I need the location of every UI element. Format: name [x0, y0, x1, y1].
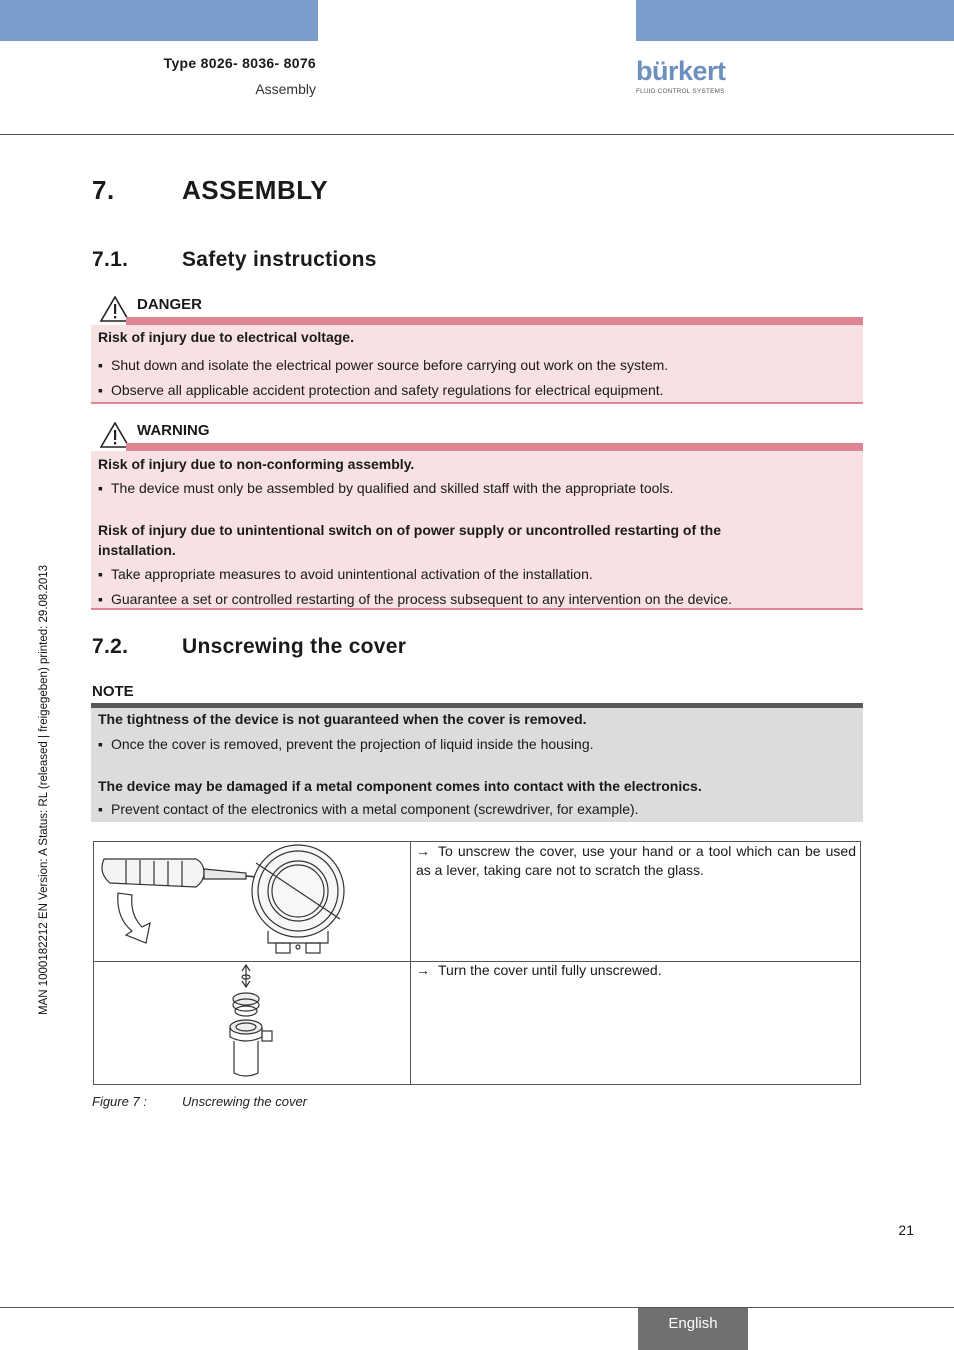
- note-heading-1: The tightness of the device is not guaranteed when the cover is removed.: [98, 711, 587, 727]
- document-type: Type 8026- 8036- 8076: [163, 55, 316, 71]
- section-heading-unscrewing: [92, 635, 406, 659]
- note-bullet-2: [98, 799, 858, 819]
- bullet-text: Shut down and isolate the electrical power source before carrying out work on the system.: [111, 357, 669, 373]
- danger-label: DANGER: [137, 296, 203, 313]
- warning-signal-bar: [126, 443, 863, 451]
- bullet-marker: ▪: [98, 566, 103, 582]
- note-bullet-1: [98, 734, 858, 754]
- document-meta-sidetext: MAN 1000182212 EN Version: A Status: RL (released | freigegeben) printed: 29.08.2013: [38, 564, 50, 1015]
- chapter-number: 7.: [92, 175, 115, 205]
- illustration-turn-cover: [96, 963, 408, 1083]
- arrow-icon: →: [416, 843, 430, 859]
- bullet-marker: ▪: [98, 801, 103, 817]
- danger-bullet-1: [98, 355, 858, 375]
- bullet-text: Prevent contact of the electronics with a metal component (screwdriver, for example).: [111, 801, 639, 817]
- note-heading-2: The device may be damaged if a metal component comes into contact with the electronics.: [98, 778, 702, 794]
- arrow-icon: →: [416, 962, 430, 978]
- step-1-text: To unscrew the cover, use your hand or a tool which can be used as a lever, taking care not to scratch the glass.: [416, 843, 856, 878]
- chapter-heading: [92, 175, 328, 206]
- section-number: 7.1.: [92, 248, 129, 271]
- danger-heading: Risk of injury due to electrical voltage.: [98, 329, 354, 345]
- figure-caption: [92, 1094, 307, 1109]
- caption-label: Figure 7 :: [92, 1094, 147, 1109]
- bullet-text: Take appropriate measures to avoid unintentional activation of the installation.: [111, 566, 593, 582]
- language-tab: English: [638, 1308, 748, 1350]
- warning-label: WARNING: [137, 422, 210, 439]
- footer-rule: [0, 1307, 954, 1308]
- warning-heading-2: Risk of injury due to unintentional switch on of power supply or uncontrolled restarting of the installation.: [98, 522, 722, 558]
- bullet-text: Once the cover is removed, prevent the projection of liquid inside the housing.: [111, 736, 594, 752]
- section-number: 7.2.: [92, 635, 129, 658]
- caption-text: Unscrewing the cover: [182, 1094, 307, 1109]
- bullet-text: Observe all applicable accident protection and safety regulations for electrical equipment.: [111, 382, 664, 398]
- warning-bullet-1: [98, 478, 858, 498]
- section-heading-safety: [92, 248, 377, 272]
- illustration-lever-cover: [96, 843, 408, 959]
- logo-subtitle: FLUID CONTROL SYSTEMS: [636, 88, 725, 95]
- note-label: NOTE: [92, 683, 134, 700]
- bullet-marker: ▪: [98, 357, 103, 373]
- warning-bullet-2: [98, 564, 858, 584]
- figure-table-divider: [410, 841, 411, 1085]
- chapter-title: ASSEMBLY: [182, 175, 329, 205]
- section-title: Safety instructions: [182, 248, 377, 271]
- bullet-marker: ▪: [98, 382, 103, 398]
- header-bar-left: [0, 0, 318, 41]
- burkert-logo: [636, 58, 736, 96]
- warning-bullet-3: [98, 589, 858, 609]
- step-2-text: Turn the cover until fully unscrewed.: [438, 962, 662, 978]
- page-number: 21: [898, 1222, 914, 1238]
- danger-bullet-2: [98, 380, 858, 400]
- bullet-marker: ▪: [98, 591, 103, 607]
- bullet-text: Guarantee a set or controlled restarting of the process subsequent to any intervention on the device.: [111, 591, 733, 607]
- bullet-marker: ▪: [98, 736, 103, 752]
- danger-signal-bar: [126, 317, 863, 325]
- bullet-text: The device must only be assembled by qualified and skilled staff with the appropriate tools.: [111, 480, 674, 496]
- logo-word: bürkert: [636, 56, 726, 86]
- figure-step-1: [416, 842, 856, 880]
- bullet-marker: ▪: [98, 480, 103, 496]
- figure-step-2: [416, 961, 856, 980]
- section-title: Unscrewing the cover: [182, 635, 407, 658]
- header-rule: [0, 134, 954, 135]
- header-section: Assembly: [255, 81, 316, 97]
- warning-heading-1: Risk of injury due to non-conforming assembly.: [98, 456, 415, 472]
- header-bar-right: [636, 0, 954, 41]
